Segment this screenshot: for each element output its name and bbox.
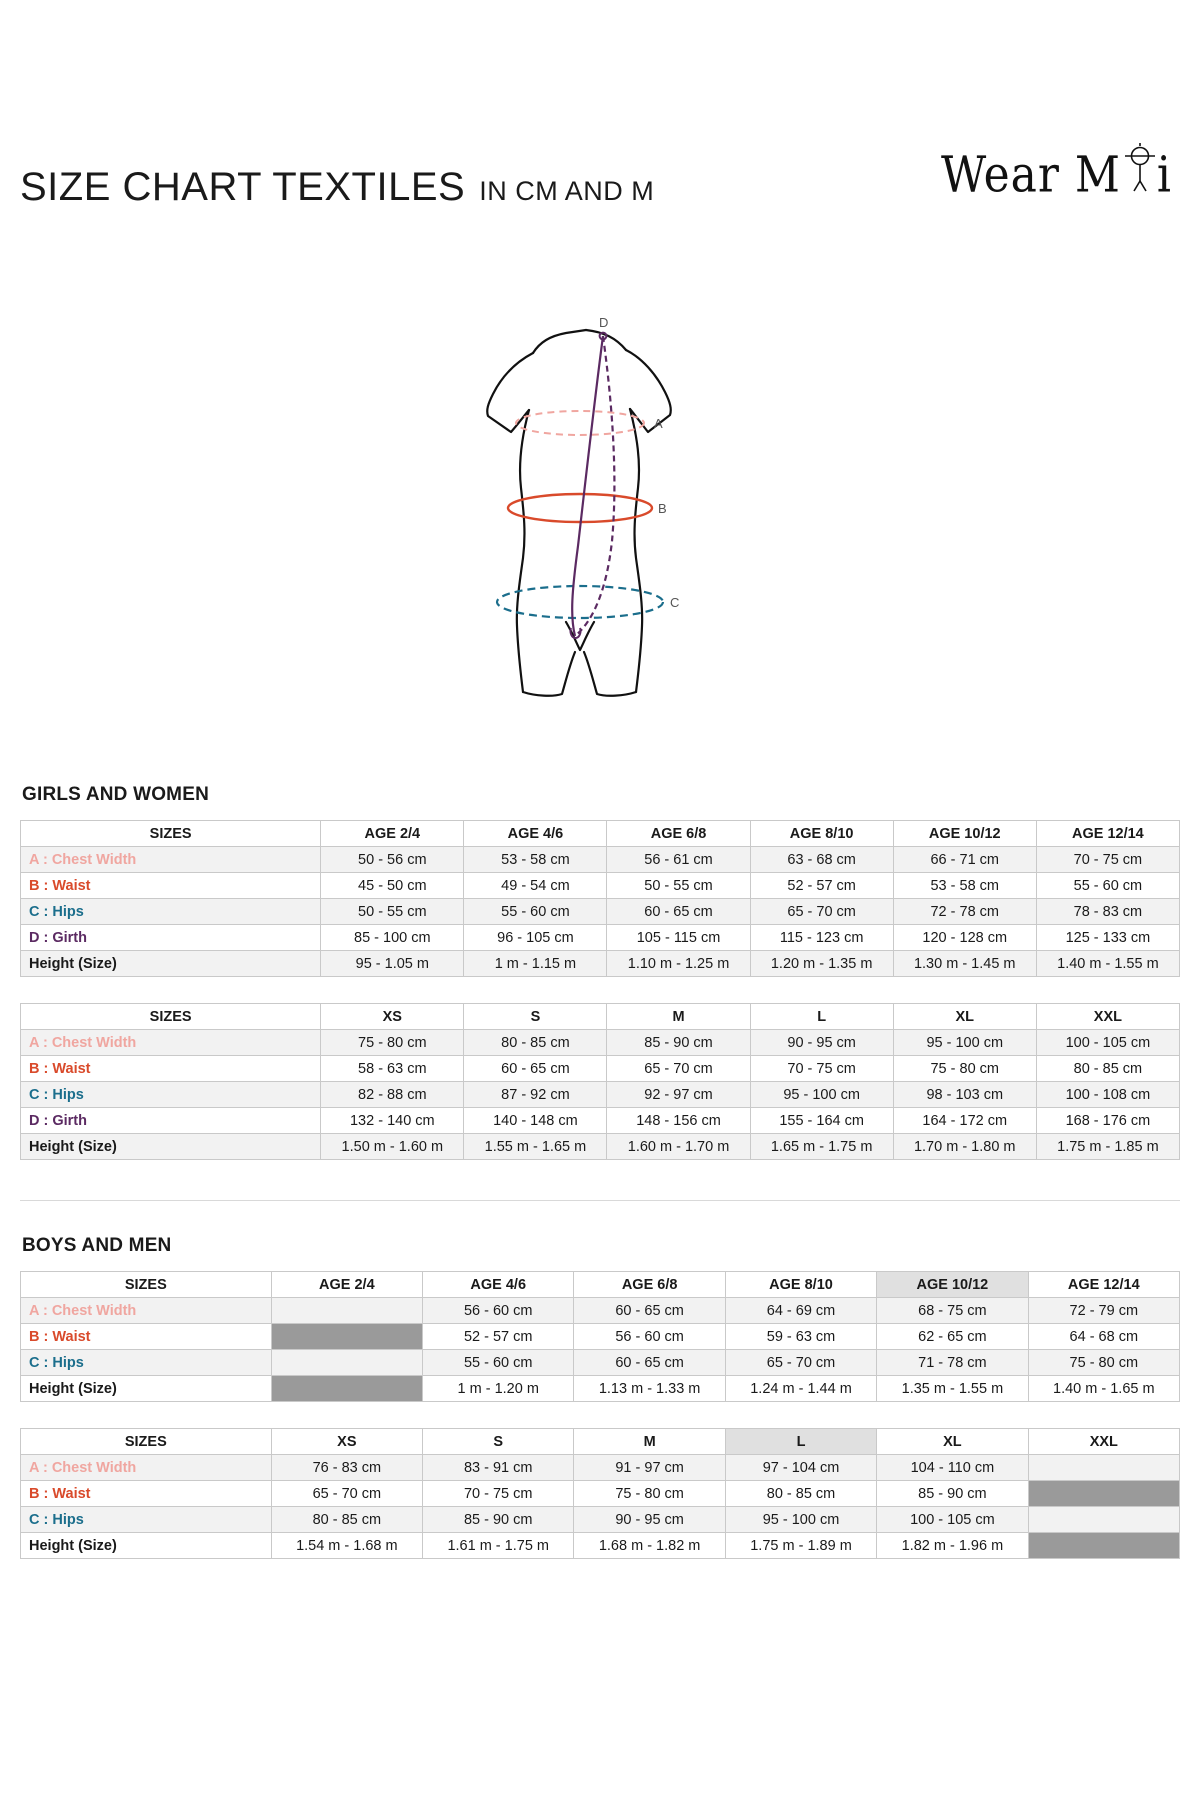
table-cell: 148 - 156 cm: [607, 1108, 750, 1134]
row-label: B : Waist: [21, 1056, 321, 1082]
table-cell: 95 - 100 cm: [725, 1507, 876, 1533]
table-cell: 1.40 m - 1.65 m: [1028, 1376, 1179, 1402]
table-cell: 59 - 63 cm: [725, 1324, 876, 1350]
label-a: A: [654, 416, 663, 431]
table-cell: 53 - 58 cm: [893, 873, 1036, 899]
column-header: XL: [877, 1429, 1028, 1455]
row-label: A : Chest Width: [21, 1298, 272, 1324]
table-cell: 1.65 m - 1.75 m: [750, 1134, 893, 1160]
table-cell: 72 - 79 cm: [1028, 1298, 1179, 1324]
row-label: Height (Size): [21, 951, 321, 977]
row-label: C : Hips: [21, 1507, 272, 1533]
table-cell: 140 - 148 cm: [464, 1108, 607, 1134]
label-d: D: [599, 315, 609, 330]
column-header: SIZES: [21, 1429, 272, 1455]
page-title: [20, 165, 654, 210]
table-cell: 97 - 104 cm: [725, 1455, 876, 1481]
table-cell: 75 - 80 cm: [893, 1056, 1036, 1082]
row-label: C : Hips: [21, 1350, 272, 1376]
table-cell: 80 - 85 cm: [271, 1507, 422, 1533]
row-label: Height (Size): [21, 1376, 272, 1402]
column-header: XS: [271, 1429, 422, 1455]
table-cell-empty: [271, 1298, 422, 1324]
table-girls-age: [20, 820, 1180, 977]
table-cell: 80 - 85 cm: [1036, 1056, 1179, 1082]
table-cell: 83 - 91 cm: [423, 1455, 574, 1481]
column-header: AGE 2/4: [321, 821, 464, 847]
table-row: [21, 1350, 1180, 1376]
table-cell: 85 - 90 cm: [607, 1030, 750, 1056]
row-label: D : Girth: [21, 925, 321, 951]
table-header-row: [21, 1272, 1180, 1298]
column-header: AGE 12/14: [1028, 1272, 1179, 1298]
table-cell: 85 - 90 cm: [877, 1481, 1028, 1507]
row-label: D : Girth: [21, 1108, 321, 1134]
section-divider: [20, 1200, 1180, 1201]
table-row: [21, 1082, 1180, 1108]
column-header: SIZES: [21, 1272, 272, 1298]
dancer-icon: [1123, 141, 1157, 198]
table-cell: 75 - 80 cm: [574, 1481, 725, 1507]
table-cell: 68 - 75 cm: [877, 1298, 1028, 1324]
column-header: M: [574, 1429, 725, 1455]
section-girls-and-women: [20, 784, 1180, 1160]
column-header: AGE 12/14: [1036, 821, 1179, 847]
column-header: S: [464, 1004, 607, 1030]
table-cell: 100 - 105 cm: [877, 1507, 1028, 1533]
table-cell: 78 - 83 cm: [1036, 899, 1179, 925]
column-header: AGE 10/12: [877, 1272, 1028, 1298]
table-cell: 1 m - 1.20 m: [423, 1376, 574, 1402]
table-cell: 58 - 63 cm: [321, 1056, 464, 1082]
table-cell: 1.50 m - 1.60 m: [321, 1134, 464, 1160]
table-cell: 1.61 m - 1.75 m: [423, 1533, 574, 1559]
table-row: [21, 847, 1180, 873]
table-cell: 90 - 95 cm: [574, 1507, 725, 1533]
table-cell: 50 - 55 cm: [321, 899, 464, 925]
table-cell: 56 - 60 cm: [423, 1298, 574, 1324]
table-cell: 1.20 m - 1.35 m: [750, 951, 893, 977]
table-cell: 65 - 70 cm: [725, 1350, 876, 1376]
table-cell: 132 - 140 cm: [321, 1108, 464, 1134]
table-cell-empty: [1028, 1507, 1179, 1533]
column-header: AGE 6/8: [607, 821, 750, 847]
table-row: [21, 1324, 1180, 1350]
table-row: [21, 1298, 1180, 1324]
table-cell: 104 - 110 cm: [877, 1455, 1028, 1481]
label-c: C: [670, 595, 680, 610]
table-cell: 50 - 55 cm: [607, 873, 750, 899]
column-header: AGE 4/6: [423, 1272, 574, 1298]
table-cell: 71 - 78 cm: [877, 1350, 1028, 1376]
table-cell: 1.70 m - 1.80 m: [893, 1134, 1036, 1160]
table-cell: 1.35 m - 1.55 m: [877, 1376, 1028, 1402]
column-header: S: [423, 1429, 574, 1455]
table-cell: 1.82 m - 1.96 m: [877, 1533, 1028, 1559]
column-header: AGE 10/12: [893, 821, 1036, 847]
table-row: [21, 899, 1180, 925]
table-cell-empty: [271, 1376, 422, 1402]
column-header: AGE 4/6: [464, 821, 607, 847]
brand-name-suffix: i: [1156, 146, 1172, 204]
table-cell: 1.30 m - 1.45 m: [893, 951, 1036, 977]
brand-logo: [922, 140, 1172, 210]
table-cell: 64 - 69 cm: [725, 1298, 876, 1324]
table-cell: 60 - 65 cm: [607, 899, 750, 925]
table-cell: 60 - 65 cm: [574, 1350, 725, 1376]
column-header: XXL: [1028, 1429, 1179, 1455]
table-cell: 45 - 50 cm: [321, 873, 464, 899]
table-cell: 85 - 90 cm: [423, 1507, 574, 1533]
table-cell: 60 - 65 cm: [464, 1056, 607, 1082]
table-boys-age: [20, 1271, 1180, 1402]
table-cell: 62 - 65 cm: [877, 1324, 1028, 1350]
table-cell: 63 - 68 cm: [750, 847, 893, 873]
row-label: Height (Size): [21, 1533, 272, 1559]
table-cell: 52 - 57 cm: [423, 1324, 574, 1350]
waist-measure-line: [508, 494, 667, 522]
table-cell: 75 - 80 cm: [1028, 1350, 1179, 1376]
table-cell: 85 - 100 cm: [321, 925, 464, 951]
table-cell: 1 m - 1.15 m: [464, 951, 607, 977]
table-cell: 96 - 105 cm: [464, 925, 607, 951]
column-header: XS: [321, 1004, 464, 1030]
table-cell: 98 - 103 cm: [893, 1082, 1036, 1108]
table-cell: 49 - 54 cm: [464, 873, 607, 899]
column-header: AGE 8/10: [750, 821, 893, 847]
table-cell: 1.10 m - 1.25 m: [607, 951, 750, 977]
table-cell: 155 - 164 cm: [750, 1108, 893, 1134]
table-cell: 76 - 83 cm: [271, 1455, 422, 1481]
table-cell: 1.68 m - 1.82 m: [574, 1533, 725, 1559]
table-cell: 75 - 80 cm: [321, 1030, 464, 1056]
column-header: AGE 6/8: [574, 1272, 725, 1298]
table-row: [21, 1455, 1180, 1481]
label-b: B: [658, 501, 667, 516]
table-cell: 87 - 92 cm: [464, 1082, 607, 1108]
table-row: [21, 1533, 1180, 1559]
table-cell: 52 - 57 cm: [750, 873, 893, 899]
table-row: [21, 1108, 1180, 1134]
row-label: B : Waist: [21, 1481, 272, 1507]
table-row: [21, 925, 1180, 951]
table-row: [21, 1481, 1180, 1507]
table-cell: 56 - 61 cm: [607, 847, 750, 873]
table-cell: 70 - 75 cm: [423, 1481, 574, 1507]
table-header-row: [21, 1004, 1180, 1030]
table-cell: 65 - 70 cm: [607, 1056, 750, 1082]
table-cell: 164 - 172 cm: [893, 1108, 1036, 1134]
row-label: C : Hips: [21, 899, 321, 925]
table-cell: 70 - 75 cm: [750, 1056, 893, 1082]
column-header: M: [607, 1004, 750, 1030]
table-cell: 64 - 68 cm: [1028, 1324, 1179, 1350]
column-header: XL: [893, 1004, 1036, 1030]
table-cell: 50 - 56 cm: [321, 847, 464, 873]
row-label: A : Chest Width: [21, 1030, 321, 1056]
table-cell-empty: [271, 1324, 422, 1350]
table-cell: 82 - 88 cm: [321, 1082, 464, 1108]
table-cell: 53 - 58 cm: [464, 847, 607, 873]
table-cell: 100 - 108 cm: [1036, 1082, 1179, 1108]
hips-measure-line: [497, 586, 679, 618]
table-cell: 70 - 75 cm: [1036, 847, 1179, 873]
table-cell-empty: [1028, 1481, 1179, 1507]
row-label: B : Waist: [21, 873, 321, 899]
table-women-sizes: [20, 1003, 1180, 1160]
table-cell: 55 - 60 cm: [464, 899, 607, 925]
column-header: SIZES: [21, 1004, 321, 1030]
table-cell: 55 - 60 cm: [423, 1350, 574, 1376]
column-header: SIZES: [21, 821, 321, 847]
table-header-row: [21, 821, 1180, 847]
table-cell-empty: [271, 1350, 422, 1376]
table-cell: 65 - 70 cm: [271, 1481, 422, 1507]
table-row: [21, 1030, 1180, 1056]
table-cell: 90 - 95 cm: [750, 1030, 893, 1056]
table-cell: 1.75 m - 1.89 m: [725, 1533, 876, 1559]
table-row: [21, 1507, 1180, 1533]
body-diagram: [390, 306, 810, 736]
column-header: L: [725, 1429, 876, 1455]
table-cell: 95 - 100 cm: [750, 1082, 893, 1108]
table-cell: 1.13 m - 1.33 m: [574, 1376, 725, 1402]
row-label: A : Chest Width: [21, 847, 321, 873]
table-cell: 65 - 70 cm: [750, 899, 893, 925]
table-row: [21, 1056, 1180, 1082]
page-header: [20, 0, 1180, 270]
section-boys-and-men: [20, 1235, 1180, 1559]
table-row: [21, 1376, 1180, 1402]
table-cell: 1.75 m - 1.85 m: [1036, 1134, 1179, 1160]
row-label: B : Waist: [21, 1324, 272, 1350]
table-cell: 1.40 m - 1.55 m: [1036, 951, 1179, 977]
page-title-main: SIZE CHART TEXTILES: [20, 165, 466, 209]
table-cell: 120 - 128 cm: [893, 925, 1036, 951]
row-label: A : Chest Width: [21, 1455, 272, 1481]
table-cell: 80 - 85 cm: [725, 1481, 876, 1507]
table-row: [21, 873, 1180, 899]
table-cell: 60 - 65 cm: [574, 1298, 725, 1324]
table-cell-empty: [1028, 1533, 1179, 1559]
table-cell: 66 - 71 cm: [893, 847, 1036, 873]
table-cell: 1.24 m - 1.44 m: [725, 1376, 876, 1402]
table-cell: 56 - 60 cm: [574, 1324, 725, 1350]
column-header: XXL: [1036, 1004, 1179, 1030]
table-cell: 91 - 97 cm: [574, 1455, 725, 1481]
page-title-sub: IN CM AND M: [479, 176, 655, 206]
table-cell: 92 - 97 cm: [607, 1082, 750, 1108]
column-header: L: [750, 1004, 893, 1030]
column-header: AGE 2/4: [271, 1272, 422, 1298]
section-title-boys: BOYS AND MEN: [22, 1235, 172, 1256]
table-men-sizes: [20, 1428, 1180, 1559]
table-cell: 95 - 100 cm: [893, 1030, 1036, 1056]
table-cell: 95 - 1.05 m: [321, 951, 464, 977]
table-header-row: [21, 1429, 1180, 1455]
table-cell: 100 - 105 cm: [1036, 1030, 1179, 1056]
table-cell: 80 - 85 cm: [464, 1030, 607, 1056]
row-label: Height (Size): [21, 1134, 321, 1160]
brand-name: Wear M: [940, 146, 1121, 204]
girth-measure-line: [571, 315, 615, 638]
row-label: C : Hips: [21, 1082, 321, 1108]
table-row: [21, 1134, 1180, 1160]
table-cell: 72 - 78 cm: [893, 899, 1036, 925]
table-cell: 168 - 176 cm: [1036, 1108, 1179, 1134]
section-title-girls: GIRLS AND WOMEN: [22, 784, 210, 805]
table-cell: 105 - 115 cm: [607, 925, 750, 951]
table-cell: 1.55 m - 1.65 m: [464, 1134, 607, 1160]
table-cell: 1.54 m - 1.68 m: [271, 1533, 422, 1559]
table-cell: 1.60 m - 1.70 m: [607, 1134, 750, 1160]
table-cell: 115 - 123 cm: [750, 925, 893, 951]
table-cell: 55 - 60 cm: [1036, 873, 1179, 899]
column-header: AGE 8/10: [725, 1272, 876, 1298]
table-cell: 125 - 133 cm: [1036, 925, 1179, 951]
table-cell-empty: [1028, 1455, 1179, 1481]
measurement-figure: [20, 306, 1180, 736]
table-row: [21, 951, 1180, 977]
